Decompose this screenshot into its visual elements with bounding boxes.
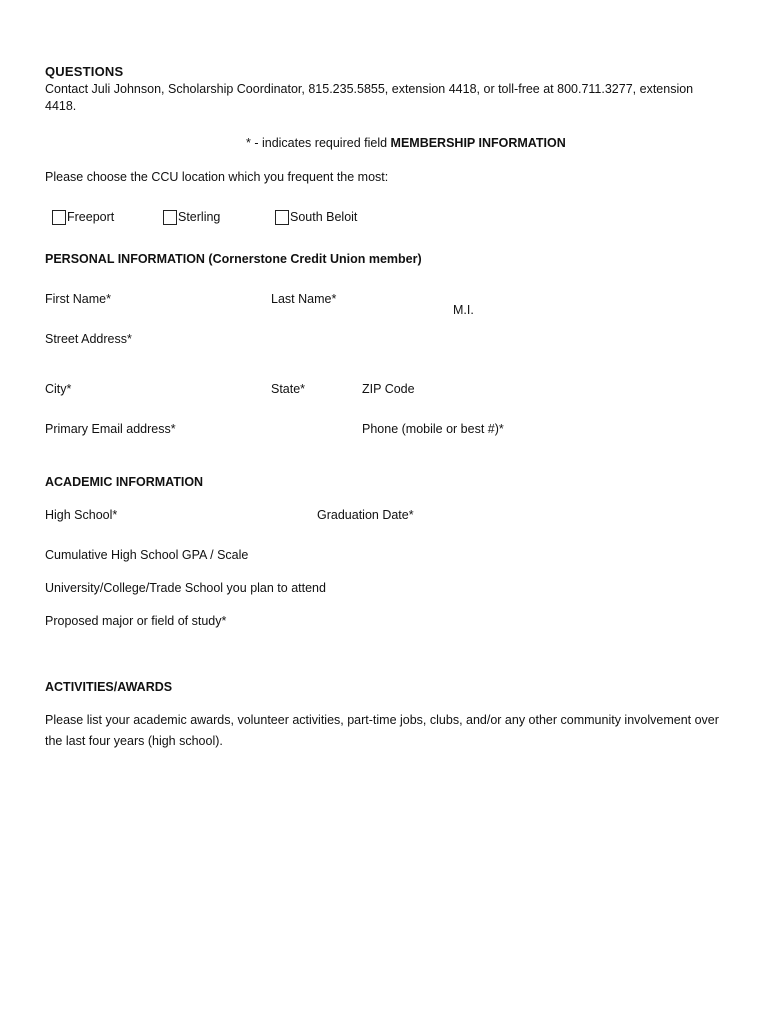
activities-prompt: Please list your academic awards, volunteer activities, part-time jobs, clubs, and/or any other community involvement over the last four years (high school). bbox=[45, 713, 719, 748]
gpa-label: Cumulative High School GPA / Scale bbox=[45, 548, 249, 562]
last-name-label: Last Name* bbox=[271, 292, 337, 306]
required-field-note-row bbox=[246, 135, 566, 151]
major-label: Proposed major or field of study* bbox=[45, 614, 227, 628]
first-name-label: First Name* bbox=[45, 292, 111, 306]
freeport-label: Freeport bbox=[67, 210, 115, 224]
freeport-checkbox[interactable] bbox=[52, 210, 66, 225]
location-option-sterling[interactable] bbox=[163, 209, 220, 225]
membership-heading: MEMBERSHIP INFORMATION bbox=[390, 136, 566, 150]
graduation-date-label: Graduation Date* bbox=[317, 508, 414, 522]
location-option-south-beloit[interactable] bbox=[275, 209, 357, 225]
academic-info-heading: ACADEMIC INFORMATION bbox=[45, 475, 204, 489]
sterling-label: Sterling bbox=[178, 210, 221, 224]
state-label: State* bbox=[271, 382, 306, 396]
university-label: University/College/Trade School you plan to attend bbox=[45, 581, 326, 595]
phone-label: Phone (mobile or best #)* bbox=[362, 422, 504, 436]
city-label: City* bbox=[45, 382, 72, 396]
zip-code-label: ZIP Code bbox=[362, 382, 415, 396]
location-prompt: Please choose the CCU location which you frequent the most: bbox=[45, 170, 389, 184]
location-option-freeport[interactable] bbox=[52, 209, 114, 225]
street-address-label: Street Address* bbox=[45, 332, 132, 346]
high-school-label: High School* bbox=[45, 508, 118, 522]
email-label: Primary Email address* bbox=[45, 422, 176, 436]
middle-initial-label: M.I. bbox=[453, 303, 474, 317]
sterling-checkbox[interactable] bbox=[163, 210, 177, 225]
required-field-note: * - indicates required field bbox=[246, 136, 388, 150]
south-beloit-label: South Beloit bbox=[290, 210, 358, 224]
questions-heading: QUESTIONS bbox=[45, 64, 124, 79]
contact-info: Contact Juli Johnson, Scholarship Coordinator, 815.235.5855, extension 4418, or toll-free at 800.711.3277, extension 4418. bbox=[45, 82, 694, 113]
personal-info-heading: PERSONAL INFORMATION (Cornerstone Credit Union member) bbox=[45, 252, 422, 266]
activities-heading: ACTIVITIES/AWARDS bbox=[45, 680, 173, 694]
south-beloit-checkbox[interactable] bbox=[275, 210, 289, 225]
